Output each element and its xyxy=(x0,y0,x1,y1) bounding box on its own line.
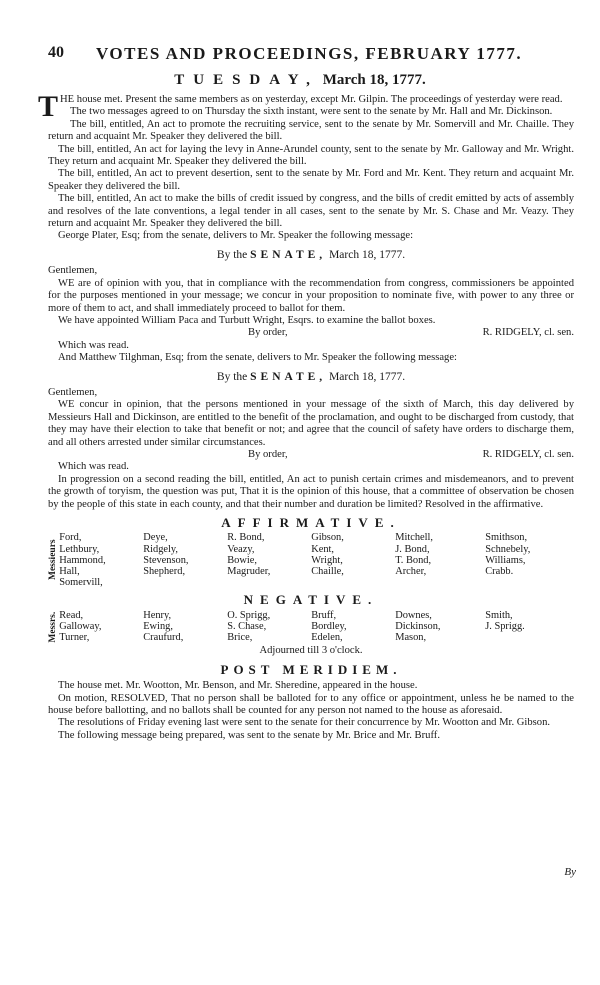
member-name: R. Bond, xyxy=(227,532,265,544)
member-name xyxy=(395,577,485,588)
paragraph: On motion, RESOLVED, That no person shall be balloted for to any office or appointment, unless he be named to the house before ballotting, and no ballots shall be counted for any person not named to the house as aforesaid. xyxy=(48,692,574,717)
member-name: Chaille, xyxy=(311,566,344,578)
member-name: Hall, xyxy=(59,566,80,578)
day-name: TUESDAY, xyxy=(174,72,319,88)
member-name: Bordley, xyxy=(311,621,347,633)
member-name: Smithson, xyxy=(485,532,528,544)
member-name: Edelen, xyxy=(311,632,343,644)
member-name: Crabb. xyxy=(485,566,514,578)
message-body: WE are of opinion with you, that in compliance with the recommendation from congress, commissioners be appointed for the purposes mentioned in your message; we concur in your proposition to nominate five, with power to any three or more of them to act, and shall immediately proceed to ballot for them. xyxy=(48,277,574,314)
paragraph: The resolutions of Friday evening last were sent to the senate for their concurrence by Mr. Wootton and Mr. Gibson. xyxy=(58,717,551,729)
body-text xyxy=(38,90,574,742)
post-meridiem-heading: POST MERIDIEM. xyxy=(220,661,402,677)
member-name: Smith, xyxy=(485,609,513,621)
member-name: Henry, xyxy=(143,609,172,621)
drop-cap: T xyxy=(38,90,59,123)
paragraph: Which was read. xyxy=(58,339,129,351)
paragraph: In progression on a second reading the bill, entitled, An act to punish certain crimes and misdemeanors, and to prevent the growth of toryism, the question was put, That it is the opinion of this house, that a committee of observation be chosen by the people of this state in each county, and that their number and duration be limited? Resolved in the affirmative. xyxy=(48,473,574,510)
paragraph: The following message being prepared, was sent to the senate by Mr. Brice and Mr. Bruff. xyxy=(58,729,440,741)
member-name xyxy=(227,577,311,588)
senate-heading-1: By the SENATE, March 18, 1777. xyxy=(216,248,406,261)
salutation: Gentlemen, xyxy=(48,386,98,398)
member-name: Schnebely, xyxy=(485,543,531,555)
paragraph: The bill, entitled, An act to make the bills of credit issued by congress, and the bills of credit emitted by acts of assembly and resolves of the late conventions, a legal tender in all cases, sent to the senate by Mr. S. Chase and Mr. Veazy. They return and acquaint Mr. Speaker they delivered the bill. xyxy=(48,193,574,230)
member-name: O. Sprigg, xyxy=(227,609,271,621)
member-name: Craufurd, xyxy=(143,632,184,644)
affirmative-names xyxy=(59,532,575,588)
member-name: Archer, xyxy=(395,566,427,578)
affirmative-list xyxy=(48,532,574,588)
member-name: Williams, xyxy=(485,554,526,566)
member-name xyxy=(485,577,575,588)
paragraph: Which was read. xyxy=(58,461,129,473)
catchword: By xyxy=(564,866,576,878)
paragraph: THE house met. Present the same members as on yesterday, except Mr. Gilpin. The proceedings of yesterday were read. xyxy=(38,90,563,123)
member-name: Bruff, xyxy=(311,609,337,621)
member-name: Lethbury, xyxy=(59,543,100,555)
member-name: Bowie, xyxy=(227,554,257,566)
member-name: Kent, xyxy=(311,543,334,555)
affirmative-label: Messieurs xyxy=(48,540,58,581)
member-name: Dickinson, xyxy=(395,621,441,633)
page-number: 40 xyxy=(48,44,64,61)
member-name: Magruder, xyxy=(227,566,271,578)
senate-heading-2: By the SENATE, March 18, 1777. xyxy=(216,370,406,383)
negative-names xyxy=(59,610,575,644)
member-name xyxy=(485,632,575,643)
member-name: Read, xyxy=(59,609,84,621)
paragraph: And Matthew Tilghman, Esq; from the senate, delivers to Mr. Speaker the following message: xyxy=(58,352,457,364)
member-name: J. Bond, xyxy=(395,543,430,555)
member-name: Downes, xyxy=(395,609,432,621)
affirmative-heading: AFFIRMATIVE. xyxy=(221,515,401,530)
member-name: Ewing, xyxy=(143,621,173,633)
member-name: T. Bond, xyxy=(395,554,432,566)
running-head xyxy=(48,44,568,66)
salutation: Gentlemen, xyxy=(48,265,98,277)
member-name: Brice, xyxy=(227,632,253,644)
running-title: VOTES AND PROCEEDINGS, FEBRUARY 1777. xyxy=(96,44,523,63)
paragraph: George Plater, Esq; from the senate, delivers to Mr. Speaker the following message: xyxy=(58,230,414,242)
member-name: Ridgely, xyxy=(143,543,179,555)
negative-heading: NEGATIVE. xyxy=(243,592,379,608)
member-name: Shepherd, xyxy=(143,566,186,578)
paragraph: The house met. Mr. Wootton, Mr. Benson, and Mr. Sheredine, appeared in the house. xyxy=(58,680,418,692)
signature-line: By order, R. RIDGELY, cl. sen. xyxy=(248,327,574,339)
day-heading xyxy=(0,72,600,89)
member-name: Wright, xyxy=(311,554,343,566)
paragraph: The bill, entitled, An act to prevent desertion, sent to the senate by Mr. Ford and Mr. Kent. They return and acquaint Mr. Speaker they delivered the bill. xyxy=(48,168,574,192)
member-name: S. Chase, xyxy=(227,621,267,633)
signature-line: By order, R. RIDGELY, cl. sen. xyxy=(248,448,574,460)
member-name: J. Sprigg. xyxy=(485,621,525,633)
member-name: Mitchell, xyxy=(395,532,434,544)
member-name: Hammond, xyxy=(59,554,106,566)
member-name: Veazy, xyxy=(227,543,255,555)
negative-label: Messrs. xyxy=(48,611,58,643)
message-body: WE concur in opinion, that the persons mentioned in your message of the sixth of March, this day delivered by Messieurs Hall and Dickinson, are entitled to the benefit of the proclamation, and ought to be discharged from custody, that they may have their election to take that benefit or not; and agree that the council of safety have orders to discharge them, and all others arrested under similar circumstances. xyxy=(48,399,574,448)
member-name: Ford, xyxy=(59,532,82,544)
adjourned-note: Adjourned till 3 o'clock. xyxy=(259,645,363,657)
day-date: March 18, 1777. xyxy=(322,72,426,88)
message-body: We have appointed William Paca and Turbutt Wright, Esqrs. to examine the ballot boxes. xyxy=(58,314,436,326)
member-name: Somervill, xyxy=(59,577,103,589)
negative-list xyxy=(48,610,574,644)
member-name: Deye, xyxy=(143,532,168,544)
member-name xyxy=(311,577,395,588)
paragraph: The two messages agreed to on Thursday the sixth instant, were sent to the senate by Mr. Hall and Mr. Dickinson. xyxy=(70,106,553,118)
member-name: Mason, xyxy=(395,632,427,644)
member-name: Turner, xyxy=(59,632,90,644)
member-name xyxy=(143,577,227,588)
paragraph: The bill, entitled, An act for laying the levy in Anne-Arundel county, sent to the senate by Mr. Galloway and Mr. Wright. They return and acquaint Mr. Speaker they delivered the bill. xyxy=(48,143,574,168)
member-name: Galloway, xyxy=(59,621,102,633)
member-name: Stevenson, xyxy=(143,554,189,566)
member-name: Gibson, xyxy=(311,532,344,544)
paragraph: The bill, entitled, An act to promote the recruiting service, sent to the senate by Mr. Somervill and Mr. Chaille. They return and acquaint Mr. Speaker they delivered the bill. xyxy=(48,118,574,143)
